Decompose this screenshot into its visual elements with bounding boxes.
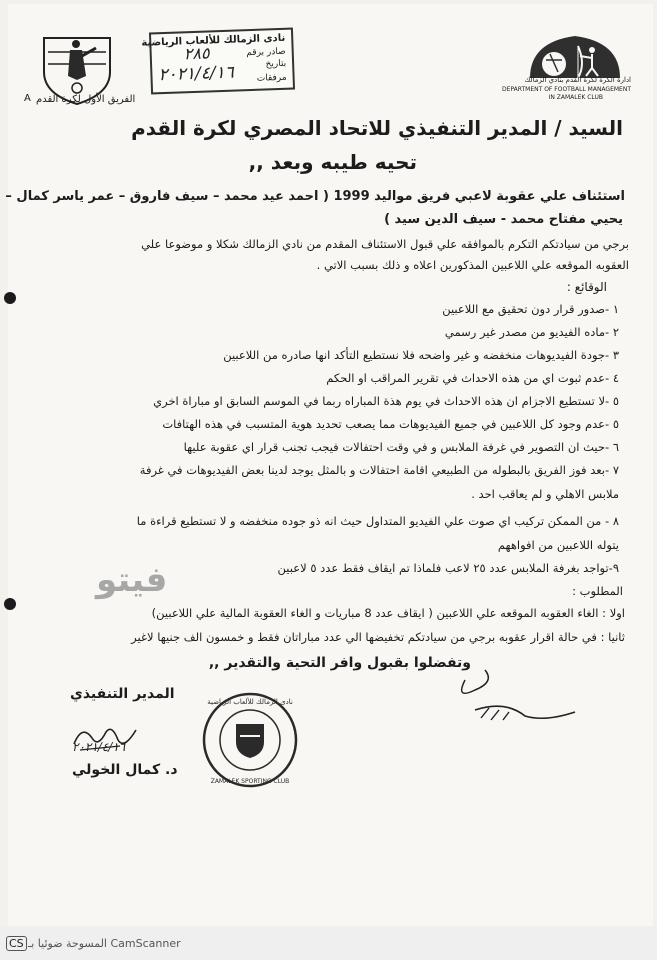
binder-hole	[4, 292, 16, 304]
reference-stamp	[141, 28, 295, 95]
signatory-title: المدير التنفيذي	[70, 686, 175, 702]
facts-title: الوقائع :	[566, 280, 607, 294]
requests-title: المطلوب :	[572, 584, 623, 598]
signatory-name: د. كمال الخولي	[72, 762, 178, 778]
club-official-seal-graphic	[200, 690, 300, 790]
right-logo-caption-en: DEPARTMENT OF FOOTBALL MANAGEMENT	[502, 86, 631, 93]
left-logo-letter: A	[24, 93, 31, 104]
addressee-line: السيد / المدير التنفيذي للاتحاد المصري لكرة القدم	[131, 116, 623, 140]
fact-item: ٥ -لا تستطيع الاجزام ان هذه الاحداث في يوم هذة المباراه ربما في الموسم السابق او مباراة اخري	[153, 394, 619, 408]
binder-hole	[4, 598, 16, 610]
closing-line: وتفضلوا بقبول وافر التحية والتقدير ,,	[208, 655, 471, 671]
signature-date: ٢٠٢١/٤/١٦	[72, 740, 126, 754]
right-signature-scribble	[445, 660, 585, 730]
watermark-logo: فيتو	[96, 560, 168, 600]
right-logo-sub: IN ZAMALEK CLUB	[548, 94, 603, 101]
fact-item: ٩-تواجد بغرفة الملابس عدد ٢٥ لاعب فلماذا تم ايقاف فقط عدد ٥ لاعبين	[277, 561, 619, 575]
fact-item: يتوله اللاعبين من افواههم	[497, 538, 619, 552]
fact-item: ٢ -ماده الفيديو من مصدر غير رسمي	[444, 325, 619, 339]
club-official-seal	[200, 690, 300, 790]
fact-item: ٤ -عدم ثبوت اي من هذه الاحداث في تقرير المراقب او الحكم	[326, 371, 619, 385]
camscanner-badge: CS	[6, 936, 27, 951]
fact-item: ١ -صدور قرار دون تحقيق مع اللاعبين	[442, 302, 619, 316]
stamp-issued-label: صادر برقم	[246, 46, 286, 59]
fact-item: ٨ - من الممكن تركيب اي صوت علي الفيديو المتداول حيث انه ذو جوده منخفضه و لا تستطيع قراءة ما	[136, 514, 619, 528]
scanner-footer	[0, 926, 657, 960]
fact-item: ٦ -حيث ان التصوير في غرفة الملابس و في وقت احتفالات فيجب تجنب قرار اي عقوبة عليها	[183, 440, 619, 454]
subject-line-2: يحيي مفتاح محمد - سيف الدين سيد )	[384, 212, 623, 227]
greeting-line: تحيه طيبه وبعد ,,	[248, 150, 417, 174]
left-logo-caption: الفريق الأول لكرة القدم	[36, 94, 136, 105]
subject-line-1: استئناف علي عقوبة لاعبي فريق مواليد 1999 ( احمد عيد محمد – سيف فاروق – عمر ياسر كمال –	[5, 189, 625, 204]
stamp-date-value: ٢٠٢١/٤/١٦	[158, 62, 235, 86]
stamp-issued-value: ٢٨٥	[183, 43, 210, 64]
request-2: ثانيا : في حالة اقرار عقوبه برجي من سيادتكم تخفيضها الي عدد مباراتان فقط و خمسون الف جنيها لاغير	[131, 630, 625, 644]
stamp-title: نادى الزمالك للألعاب الرياضية	[141, 32, 286, 49]
fact-item: ملابس الاهلي و لم يعاقب احد .	[471, 487, 619, 501]
camscanner-text: CamScanner المسوحة ضوئيا بـ	[28, 937, 181, 950]
stamp-date-label: بتاريخ	[265, 58, 287, 70]
seal-text-ar: نادى الزمالك للألعاب الرياضية	[207, 698, 293, 706]
fact-item: ٥ -عدم وجود كل اللاعبين في جميع الفيديوهات مما يصعب تحديد هوية المتسبب في هذه الهتافات	[162, 417, 619, 431]
right-logo-caption-ar: ادارة الكرة لكرة القدم بنادي الزمالك	[524, 76, 631, 84]
stamp-attachments-label: مرفقات	[256, 72, 287, 84]
fact-item: ٣ -جودة الفيديوهات منخفضه و غير واضحه فلا نستطيع التأكد انها صادره من اللاعبين	[223, 348, 619, 362]
seal-text-en: ZAMALEK SPORTING CLUB	[210, 778, 290, 785]
intro-line-1: برجي من سيادتكم التكرم بالموافقه علي قبول الاستئناف المقدم من نادي الزمالك شكلا و موضوعا علي	[141, 237, 629, 251]
request-1: اولا : الغاء العقوبه الموقعه علي اللاعبين ( ايقاف عدد 8 مباريات و الغاء العقوبة المالية علي اللاعبين)	[151, 606, 625, 620]
right-signature-scribble-graphic	[445, 660, 585, 730]
intro-line-2: العقوبه الموقعه علي اللاعبين المذكورين اعلاه و ذلك بسبب الاتي .	[316, 258, 629, 272]
fact-item: ٧ -بعد فوز الفريق بالبطوله من الطبيعي اقامة احتفالات و بالمثل يوجد لدينا بعض الفيديوهات في غرفة	[139, 463, 619, 477]
